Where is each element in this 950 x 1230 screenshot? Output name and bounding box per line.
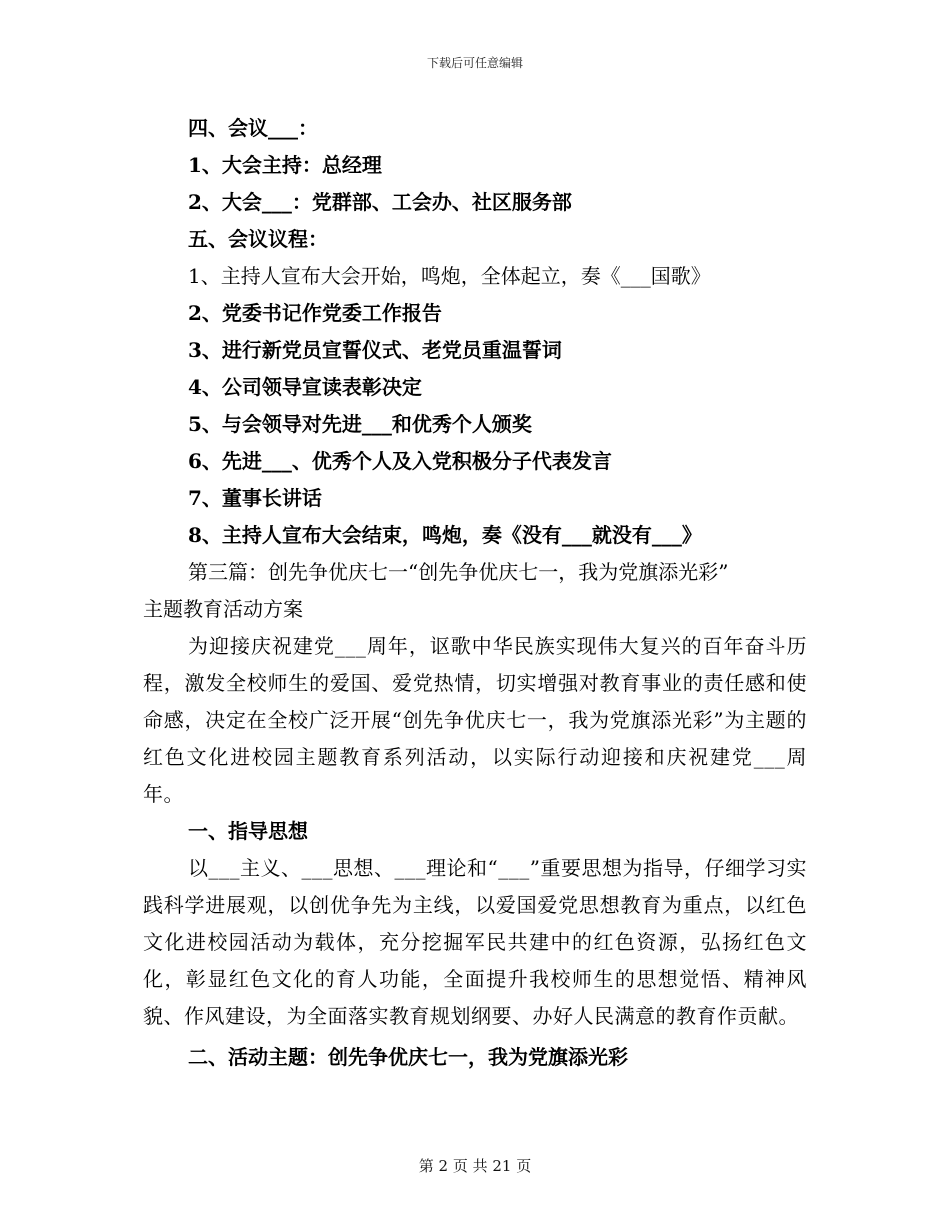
list-item: 6、先进___、优秀个人及入党积极分子代表发言 bbox=[188, 449, 612, 473]
list-item: 7、董事长讲话 bbox=[188, 486, 322, 510]
intro-paragraph: 为迎接庆祝建党___周年，讴歌中华民族实现伟大复兴的百年奋斗历程，激发全校师生的爱国、爱党热情，切实增强对教育事业的责任感和使命感，决定在全校广泛开展“创先争优庆七一，我为党旗添光彩”为主题的红色文化进校园主题教育系列活动，以实际行动迎接和庆祝建党___周年。 bbox=[143, 634, 807, 806]
heading-guiding-ideology: 一、指导思想 bbox=[188, 819, 308, 843]
section-title-line-2: 主题教育活动方案 bbox=[143, 597, 303, 621]
meeting-section-heading: 四、会议___： bbox=[188, 116, 318, 140]
list-item: 3、进行新党员宣誓仪式、老党员重温誓词 bbox=[188, 338, 562, 362]
page-header: 下载后可任意编辑 bbox=[426, 56, 523, 70]
document-body bbox=[143, 110, 807, 1076]
list-item: 1、大会主持：总经理 bbox=[188, 153, 382, 177]
section-title-line-1: 第三篇：创先争优庆七一“创先争优庆七一，我为党旗添光彩” bbox=[188, 560, 729, 584]
list-item: 8、主持人宣布大会结束，鸣炮，奏《没有___就没有___》 bbox=[188, 523, 702, 547]
list-item: 5、与会领导对先进___和优秀个人颁奖 bbox=[188, 412, 532, 436]
agenda-heading: 五、会议议程： bbox=[188, 227, 328, 251]
list-item: 2、大会___：党群部、工会办、社区服务部 bbox=[188, 190, 572, 214]
list-item: 4、公司领导宣读表彰决定 bbox=[188, 375, 422, 399]
list-item: 1、主持人宣布大会开始，鸣炮，全体起立，奏《___国歌》 bbox=[188, 264, 711, 288]
heading-activity-theme: 二、活动主题：创先争优庆七一，我为党旗添光彩 bbox=[188, 1045, 628, 1069]
guiding-paragraph: 以___主义、___思想、___理论和“___”重要思想为指导，仔细学习实践科学进展观，以创优争先为主线，以爱国爱党思想教育为重点，以红色文化进校园活动为载体，充分挖掘军民共建中的红色资源，弘扬红色文化，彰显红色文化的育人功能，全面提升我校师生的思想觉悟、精神风貌、作风建设，为全面落实教育规划纲要、办好人民满意的教育作贡献。 bbox=[143, 856, 807, 1028]
list-item: 2、党委书记作党委工作报告 bbox=[188, 301, 442, 325]
page-footer: 第 2 页 共 21 页 bbox=[418, 1157, 532, 1175]
